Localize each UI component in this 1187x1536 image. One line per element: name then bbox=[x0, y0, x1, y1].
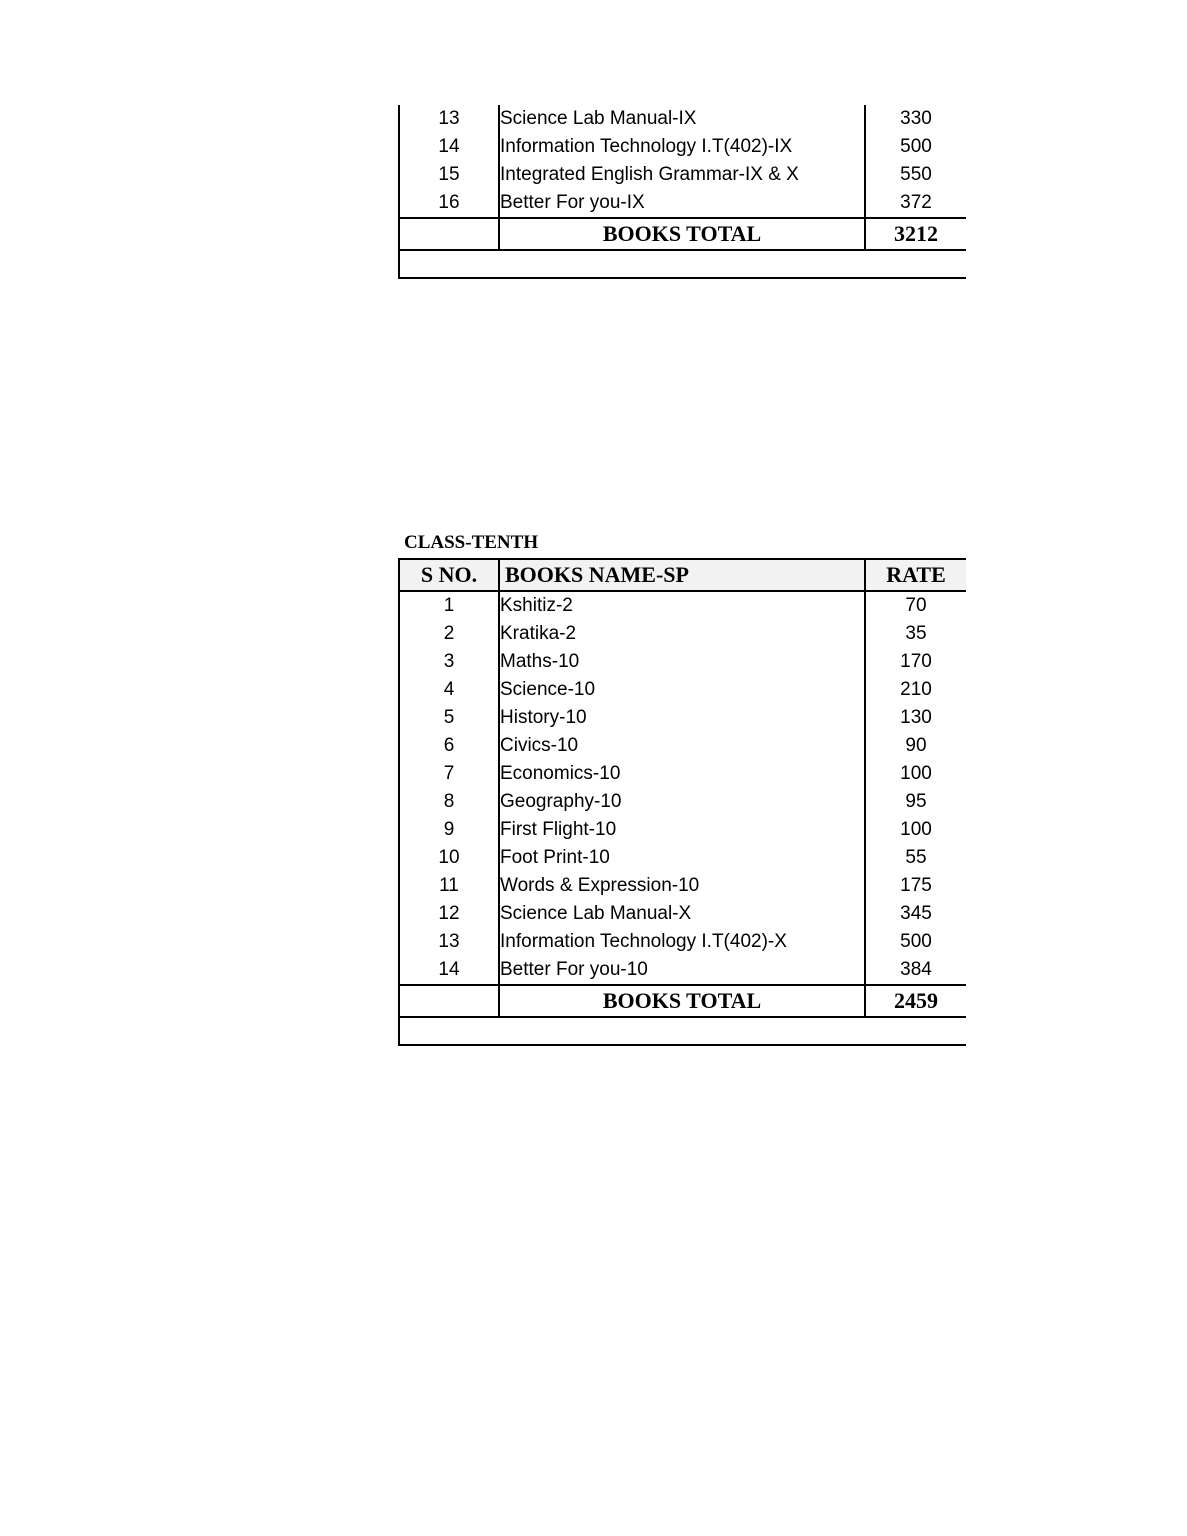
blank-row bbox=[399, 250, 966, 278]
header-serial-number: S NO. bbox=[399, 559, 499, 591]
books-total-label: BOOKS TOTAL bbox=[499, 218, 865, 250]
book-name-cell: Science Lab Manual-IX bbox=[499, 105, 865, 133]
serial-number-cell: 9 bbox=[399, 816, 499, 844]
table-row bbox=[399, 844, 966, 872]
rate-cell: 130 bbox=[900, 707, 932, 728]
rate-cell: 330 bbox=[900, 108, 932, 129]
rate-cell: 500 bbox=[900, 931, 932, 952]
serial-number-cell: 1 bbox=[399, 591, 499, 620]
header-row bbox=[399, 559, 966, 591]
books-total-row bbox=[399, 985, 966, 1017]
rate-cell: 70 bbox=[905, 595, 927, 616]
rate-cell: 175 bbox=[900, 875, 932, 896]
books-total-value: 3212 bbox=[865, 218, 966, 250]
blank-cell bbox=[399, 250, 966, 278]
rate-cell: 210 bbox=[900, 679, 932, 700]
table-row bbox=[399, 620, 966, 648]
table-row bbox=[399, 872, 966, 900]
serial-number-cell: 7 bbox=[399, 760, 499, 788]
blank-row bbox=[399, 1017, 966, 1045]
book-name-cell: Better For you-10 bbox=[499, 956, 865, 985]
table-row bbox=[399, 900, 966, 928]
serial-number-cell: 16 bbox=[399, 189, 499, 218]
rate-cell: 100 bbox=[900, 819, 932, 840]
book-name-cell: Maths-10 bbox=[499, 648, 865, 676]
book-name-cell: Information Technology I.T(402)-IX bbox=[499, 133, 865, 161]
table-row bbox=[399, 788, 966, 816]
serial-number-cell: 11 bbox=[399, 872, 499, 900]
serial-number-cell: 4 bbox=[399, 676, 499, 704]
header-rate: RATE bbox=[865, 559, 966, 591]
books-total-row bbox=[399, 218, 966, 250]
blank-cell bbox=[399, 1017, 966, 1045]
serial-number-cell: 5 bbox=[399, 704, 499, 732]
rate-cell: 345 bbox=[900, 903, 932, 924]
serial-number-cell: 13 bbox=[399, 105, 499, 133]
serial-number-cell: 14 bbox=[399, 133, 499, 161]
book-name-cell: First Flight-10 bbox=[499, 816, 865, 844]
book-name-cell: Science Lab Manual-X bbox=[499, 900, 865, 928]
section-title: CLASS-TENTH bbox=[404, 532, 539, 553]
books-table-tenth bbox=[398, 558, 966, 1046]
table-row bbox=[399, 105, 966, 133]
table-row bbox=[399, 928, 966, 956]
table-row bbox=[399, 591, 966, 620]
table-row bbox=[399, 816, 966, 844]
total-empty-cell bbox=[399, 218, 499, 250]
book-name-cell: Words & Expression-10 bbox=[499, 872, 865, 900]
books-table-body bbox=[399, 591, 966, 1045]
book-name-cell: Kratika-2 bbox=[499, 620, 865, 648]
book-name-cell: History-10 bbox=[499, 704, 865, 732]
total-empty-cell bbox=[399, 985, 499, 1017]
serial-number-cell: 6 bbox=[399, 732, 499, 760]
rate-cell: 100 bbox=[900, 763, 932, 784]
book-name-cell: Civics-10 bbox=[499, 732, 865, 760]
serial-number-cell: 12 bbox=[399, 900, 499, 928]
rate-cell: 170 bbox=[900, 651, 932, 672]
book-name-cell: Integrated English Grammar-IX & X bbox=[499, 161, 865, 189]
rate-cell: 372 bbox=[900, 192, 932, 213]
book-name-cell: Kshitiz-2 bbox=[499, 591, 865, 620]
books-total-label: BOOKS TOTAL bbox=[499, 985, 865, 1017]
table-row bbox=[399, 189, 966, 218]
serial-number-cell: 15 bbox=[399, 161, 499, 189]
book-name-cell: Geography-10 bbox=[499, 788, 865, 816]
rate-cell: 95 bbox=[905, 791, 927, 812]
serial-number-cell: 3 bbox=[399, 648, 499, 676]
table-row bbox=[399, 133, 966, 161]
table-row bbox=[399, 704, 966, 732]
serial-number-cell: 13 bbox=[399, 928, 499, 956]
table-row bbox=[399, 760, 966, 788]
books-table-body bbox=[399, 105, 966, 278]
serial-number-cell: 8 bbox=[399, 788, 499, 816]
book-name-cell: Better For you-IX bbox=[499, 189, 865, 218]
serial-number-cell: 2 bbox=[399, 620, 499, 648]
rate-cell: 500 bbox=[900, 136, 932, 157]
book-name-cell: Information Technology I.T(402)-X bbox=[499, 928, 865, 956]
table-row bbox=[399, 676, 966, 704]
rate-cell: 90 bbox=[905, 735, 927, 756]
table-row bbox=[399, 956, 966, 985]
rate-cell: 55 bbox=[905, 847, 927, 868]
header-book-name: BOOKS NAME-SP bbox=[499, 559, 865, 591]
books-table-header bbox=[399, 559, 966, 591]
table-row bbox=[399, 161, 966, 189]
books-total-value: 2459 bbox=[865, 985, 966, 1017]
book-name-cell: Foot Print-10 bbox=[499, 844, 865, 872]
book-name-cell: Science-10 bbox=[499, 676, 865, 704]
books-table-ninth-continued bbox=[398, 105, 966, 279]
rate-cell: 550 bbox=[900, 164, 932, 185]
serial-number-cell: 14 bbox=[399, 956, 499, 985]
table-row bbox=[399, 732, 966, 760]
serial-number-cell: 10 bbox=[399, 844, 499, 872]
rate-cell: 384 bbox=[900, 959, 932, 980]
table-row bbox=[399, 648, 966, 676]
rate-cell: 35 bbox=[905, 623, 927, 644]
book-name-cell: Economics-10 bbox=[499, 760, 865, 788]
